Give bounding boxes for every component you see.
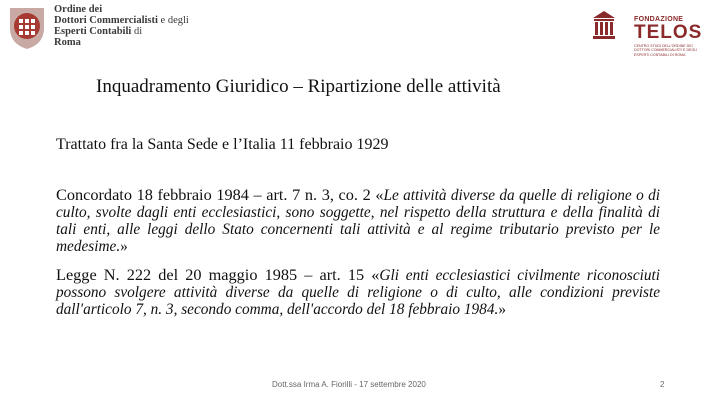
concordato-close: » (120, 238, 128, 255)
concordato-quote: Le attività diverse da quelle di religione o di culto, svolte dagli enti ecclesiastici, sono soggette, nel rispetto della struttura e della finalità di tali enti, alle leggi dello Stato concernenti tali attività e al regime tributario previsto per le medesime. (56, 187, 660, 255)
ordine-emblem-icon (6, 4, 48, 50)
telos-label: TELOS (634, 22, 703, 43)
ordine-line-2: Dottori Commercialisti (54, 15, 158, 26)
page-number: 2 (660, 380, 665, 389)
ordine-logo (6, 4, 206, 54)
paragraph-trattato: Trattato fra la Santa Sede e l’Italia 11 febbraio 1929 (56, 136, 389, 153)
legge-close: » (498, 301, 506, 318)
ordine-logo-text (54, 4, 189, 48)
ordine-line-3: Esperti Contabili (54, 26, 132, 37)
paragraph-legge (56, 266, 660, 318)
paragraph-concordato (56, 186, 660, 255)
footer-text: Dott.ssa Irma A. Fiorilli - 17 settembre 2020 (272, 380, 426, 389)
telos-subtitle: CENTRO STUDI DELL'ORDINE DEI DOTTORI COMMERCIALISTI E DEGLI ESPERTI CONTABILI DI ROMA (634, 44, 698, 57)
legge-lead: Legge N. 222 del 20 maggio 1985 – art. 15 « (56, 265, 380, 284)
ordine-line-4: Roma (54, 37, 81, 48)
ordine-line-3b: di (131, 26, 143, 37)
fondazione-label: FONDAZIONE (634, 16, 684, 23)
ordine-line-1: Ordine dei (54, 4, 103, 15)
slide-title: Inquadramento Giuridico – Ripartizione delle attività (96, 76, 501, 97)
concordato-lead: Concordato 18 febbraio 1984 – art. 7 n. 3, co. 2 « (56, 185, 384, 204)
legge-quote: Gli enti ecclesiastici civilmente riconosciuti possono svolgere attività diverse da quelle di religione o di culto, alle condizioni previste dall'articolo 7, n. 3, secondo comma, dell'accordo del 18 febbraio 1984. (56, 267, 661, 318)
temple-icon (592, 10, 616, 40)
telos-logo (592, 6, 716, 64)
ordine-line-2b: e degli (157, 15, 189, 26)
